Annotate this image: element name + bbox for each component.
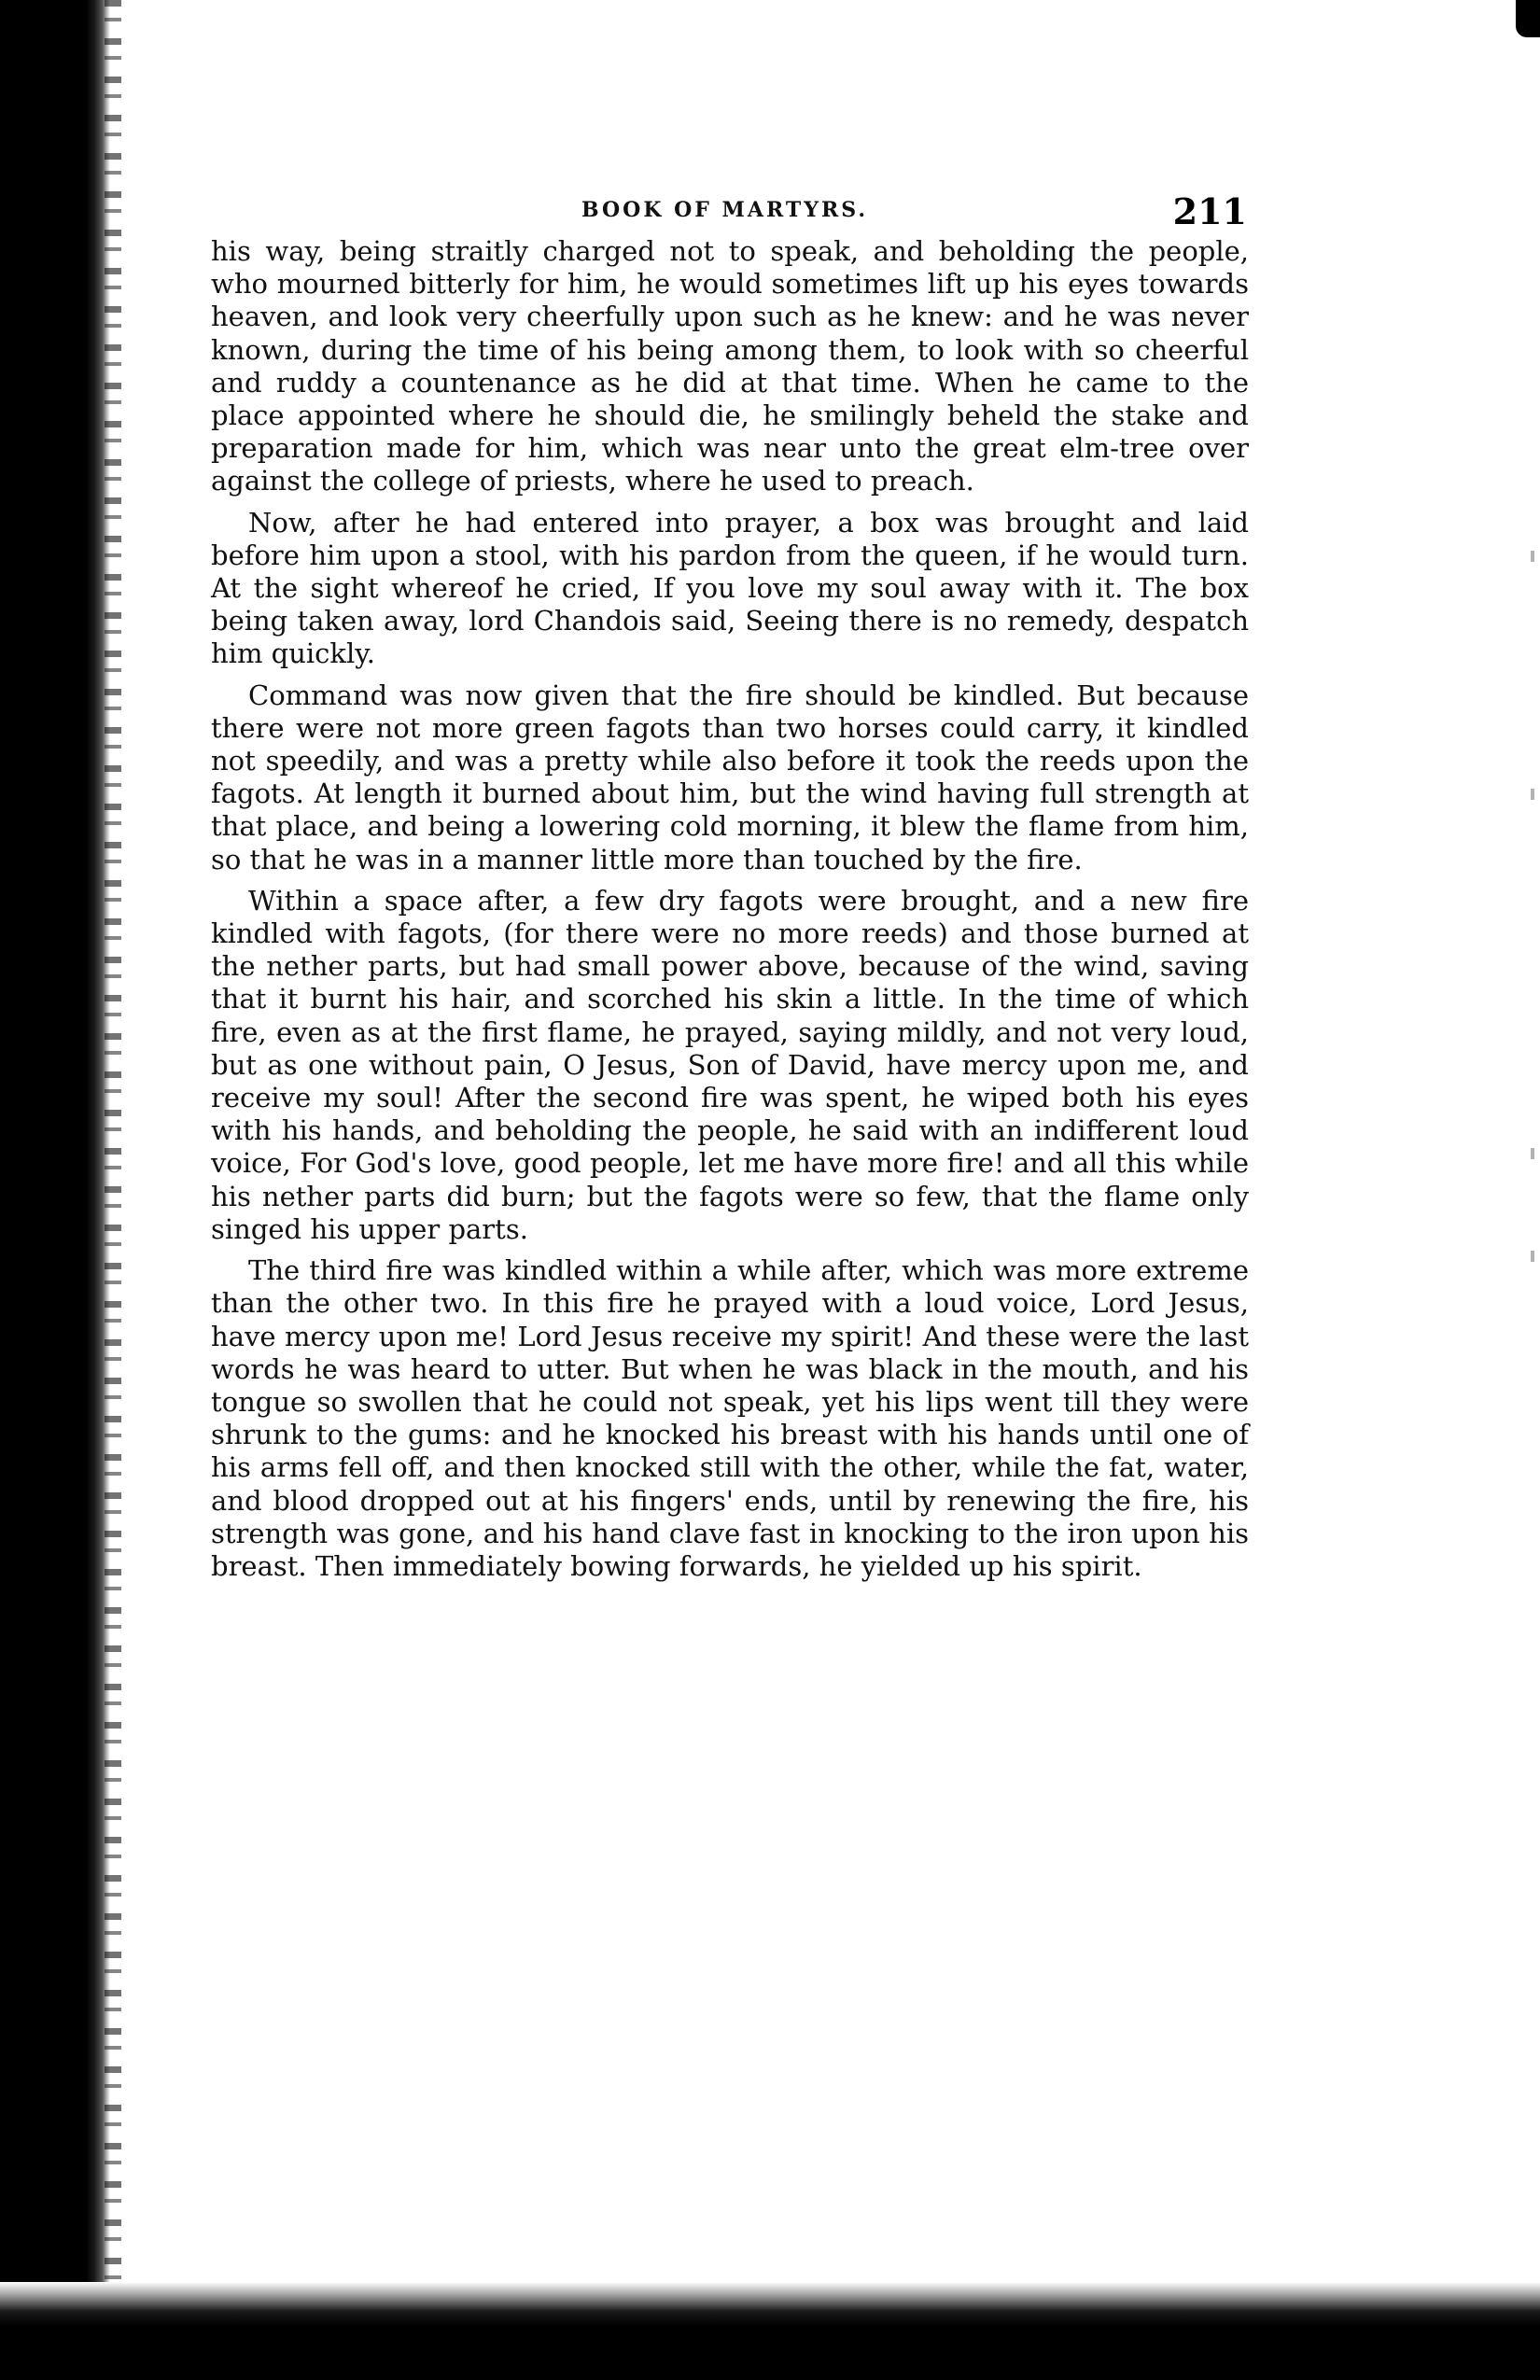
running-title: BOOK OF MARTYRS. <box>581 198 868 222</box>
margin-speck <box>1531 551 1534 562</box>
page-header <box>213 190 1247 235</box>
margin-speck <box>1531 789 1534 800</box>
book-edge-fringe <box>105 0 121 2380</box>
book-edge-shadow <box>0 0 110 2380</box>
scan-bottom-band <box>0 2282 1540 2380</box>
page-number: 211 <box>1172 190 1247 232</box>
paragraph-5: The third fire was kindled within a while after, which was more extreme than the other two. In this fire he prayed with a loud voice, Lord Jesus, have mercy upon me! Lord Jesus receive my spirit! And these were the last words he was heard to utter. But when he was black in the mouth, and his tongue so swollen that he could not speak, yet his lips went till they were shrunk to the gums: and he knocked his breast with his hands until one of his arms fell off, and then knocked still with the other, while the fat, water, and blood dropped out at his fingers' ends, until by renewing the fire, his strength was gone, and his hand clave fast in knocking to the iron upon his breast. Then immediately bowing forwards, he yielded up his spirit. <box>211 1254 1249 1582</box>
paragraph-2: Now, after he had entered into prayer, a box was brought and laid before him upon a stool, with his pardon from the queen, if he would turn. At the sight whereof he cried, If you love my soul away with it. The box being taken away, lord Chandois said, Seeing there is no remedy, despatch him quickly. <box>211 506 1249 670</box>
paragraph-1: his way, being straitly charged not to speak, and beholding the people, who mourned bitterly for him, he would sometimes lift up his eyes towards heaven, and look very cheerfully upon such as he knew: and he was never known, during the time of his being among them, to look with so cheerful and ruddy a countenance as he did at that time. When he came to the place appointed where he should die, he smilingly beheld the stake and preparation made for him, which was near unto the great elm-tree over against the college of priests, where he used to preach. <box>211 235 1249 497</box>
paragraph-3: Command was now given that the fire should be kindled. But because there were not more green fagots than two horses could carry, it kindled not speedily, and was a pretty while also before it took the reeds upon the fagots. At length it burned about him, but the wind having full strength at that place, and being a lowering cold morning, it blew the flame from him, so that he was in a manner little more than touched by the fire. <box>211 679 1249 875</box>
corner-scan-mark <box>1516 0 1540 37</box>
paragraph-4: Within a space after, a few dry fagots were brought, and a new fire kindled with fagots, (for there were no more reeds) and those burned at the nether parts, but had small power above, because of the wind, saving that it burnt his hair, and scorched his skin a little. In the time of which fire, even as at the first flame, he prayed, saying mildly, and not very loud, but as one without pain, O Jesus, Son of David, have mercy upon me, and receive my soul! After the second fire was spent, he wiped both his eyes with his hands, and beholding the people, he said with an indifferent loud voice, For God's love, good people, let me have more fire! and all this while his nether parts did burn; but the fagots were so few, that the flame only singed his upper parts. <box>211 884 1249 1245</box>
body-text <box>211 235 1249 1591</box>
margin-speck <box>1531 1251 1534 1262</box>
margin-speck <box>1531 1148 1534 1159</box>
